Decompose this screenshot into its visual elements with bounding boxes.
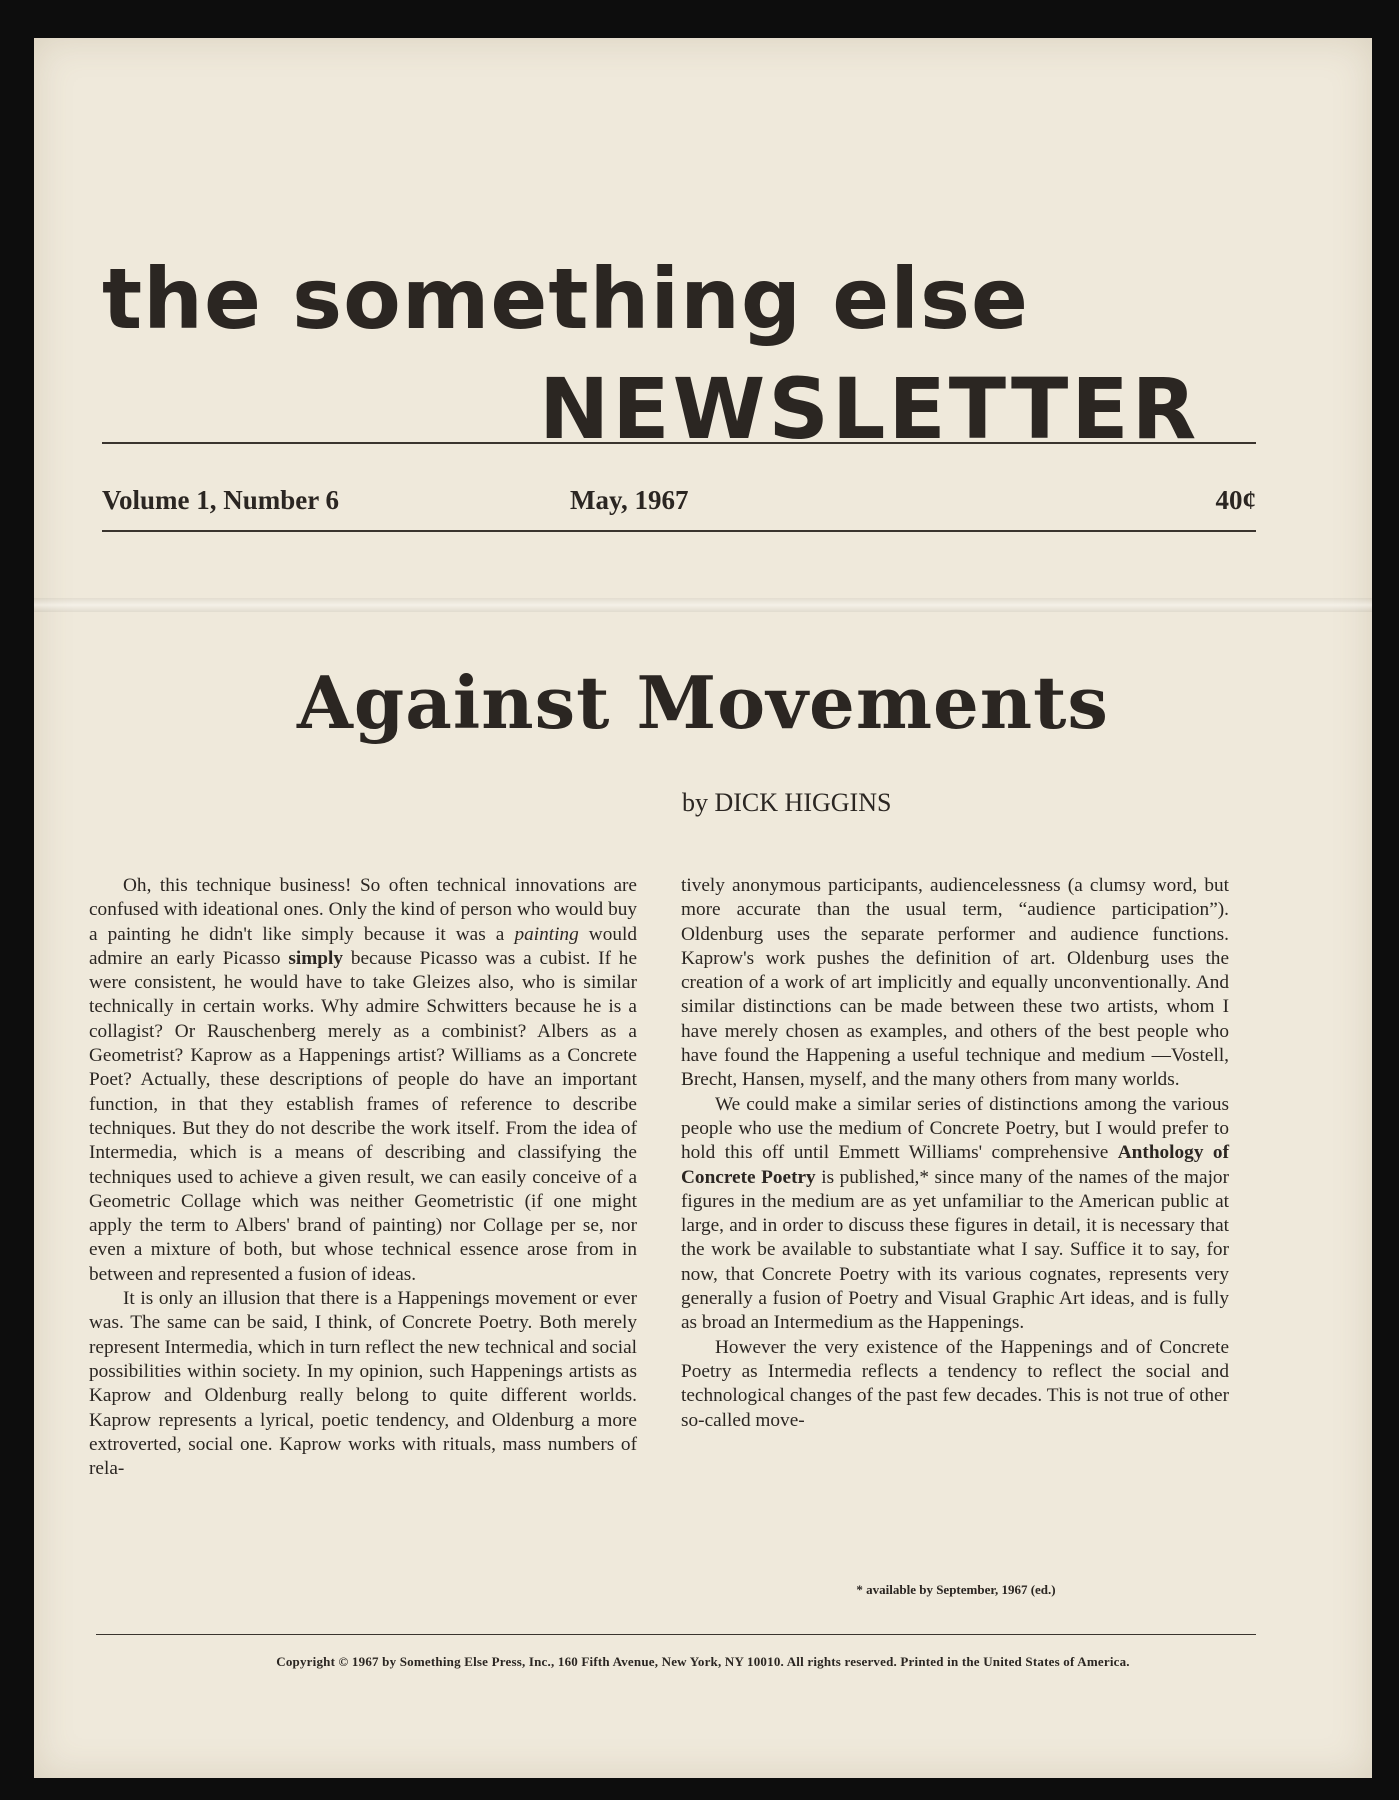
footer-rule bbox=[96, 1634, 1256, 1635]
article-headline: Against Movements bbox=[297, 660, 1109, 745]
paragraph: Oh, this technique business! So often technical innovations are confused with ideational ones. Only the kind of person who would buy a painting he didn't like simply because it was a painting would admire an early Picasso simply because Picasso was a cubist. If he were consistent, he would have to take Gleizes also, who is similar technically in certain works. Why admire Schwitters because he is a collagist? Or Rauschenberg merely as a combinist? Albers as a Geometrist? Kaprow as a Happenings artist? Williams as a Concrete Poet? Actually, these descriptions of people do have an important function, in that they establish frames of reference to describe techniques. But they do not describe the work itself. From the idea of Intermedia, which is a means of describing and classifying the techniques used to achieve a given result, we can easily conceive of a Geometric Collage which was neither Geometristic (if one might apply the term to Albers' brand of painting) nor Collage per se, nor even a mixture of both, but whose technical essence arose from in between and represented a fusion of ideas. bbox=[89, 875, 637, 1285]
paragraph: tively anonymous participants, audiencelessness (a clumsy word, but more accurate than the usual term, “audience participation”). Oldenburg uses the separate performer and audience functions. Kaprow's work pushes the definition of art. Oldenburg uses the creation of a work of art implicitly and equally unconventionally. And similar distinctions can be made between these two artists, whom I have merely chosen as examples, and others of the best people who have found the Happening a useful technique and medium —Vostell, Brecht, Hansen, myself, and the many others from many worlds. bbox=[681, 875, 1229, 1091]
newsletter-page bbox=[34, 38, 1372, 1778]
issue-price: 40¢ bbox=[1215, 485, 1256, 515]
paper-fold bbox=[34, 598, 1372, 612]
article-column-left bbox=[89, 874, 637, 1481]
masthead-title: the something else bbox=[102, 250, 1030, 348]
masthead-subtitle: NEWSLETTER bbox=[539, 360, 1200, 458]
masthead-rule-bottom bbox=[102, 530, 1256, 532]
footnote: * available by September, 1967 (ed.) bbox=[856, 1582, 1056, 1597]
masthead-rule-top bbox=[102, 442, 1256, 444]
issue-volume: Volume 1, Number 6 bbox=[102, 485, 340, 515]
article-column-right bbox=[681, 874, 1229, 1433]
paragraph: It is only an illusion that there is a Happenings movement or ever was. The same can be said, I think, of Concrete Poetry. Both merely represent Intermedia, which in turn reflect the new technical and social possibilities within society. In my opinion, such Happenings artists as Kaprow and Oldenburg really belong to quite different worlds. Kaprow represents a lyrical, poetic tendency, and Oldenburg a more extroverted, social one. Kaprow works with rituals, mass numbers of rela- bbox=[89, 1288, 637, 1480]
paragraph: However the very existence of the Happenings and of Concrete Poetry as Intermedia reflects a tendency to reflect the social and technological changes of the past few decades. This is not true of other so-called move- bbox=[681, 1336, 1229, 1431]
copyright-notice: Copyright © 1967 by Something Else Press, Inc., 160 Fifth Avenue, New York, NY 10010. All rights reserved. Printed in the United States of America. bbox=[276, 1654, 1130, 1669]
paragraph: We could make a similar series of distinctions among the various people who use the medium of Concrete Poetry, but I would prefer to hold this off until Emmett Williams' comprehensive Anthology of Concrete Poetry is published,* since many of the names of the major figures in the medium are as yet unfamiliar to the American public at large, and in order to discuss these figures in detail, it is necessary that the work be available to substantiate what I say. Suffice it to say, for now, that Concrete Poetry with its various cognates, represents very generally a fusion of Poetry and Visual Graphic Art ideas, and is fully as broad an Intermedium as the Happenings. bbox=[681, 1093, 1229, 1334]
issue-date: May, 1967 bbox=[570, 485, 689, 515]
article-byline: by DICK HIGGINS bbox=[682, 788, 892, 817]
